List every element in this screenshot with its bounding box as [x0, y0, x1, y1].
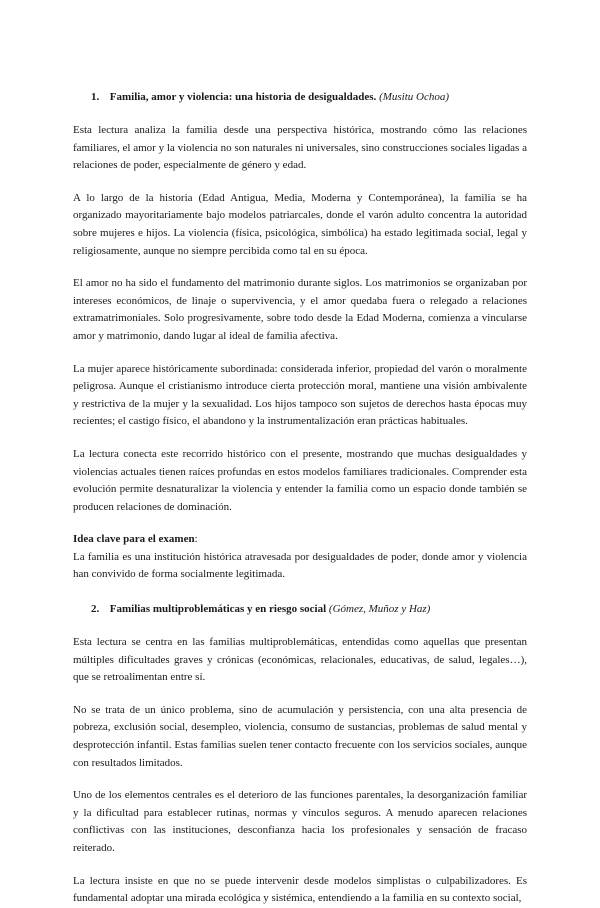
section-2-title: Familias multiproblemáticas y en riesgo social: [109, 603, 327, 616]
section-1-heading: [91, 90, 527, 104]
section-1-paragraph: Esta lectura analiza la familia desde una perspectiva histórica, mostrando cómo las relaciones familiares, el amor y la violencia no son naturales ni universales, sino construcciones sociales ligadas a relaciones de poder, especialmente de género y edad.: [73, 124, 527, 172]
section-2-paragraph: No se trata de un único problema, sino de acumulación y persistencia, con una alta presencia de pobreza, exclusión social, desempleo, violencia, consumo de sustancias, problemas de salud mental y desprotección infantil. Estas familias suelen tener contacto frecuente con los servicios sociales, aunque con resultados limitados.: [73, 703, 527, 769]
section-1-number: 1.: [91, 91, 100, 103]
key-idea-body: La familia es una institución histórica atravesada por desigualdades de poder, donde amor y violencia han convivido de forma socialmente legitimada.: [73, 550, 527, 581]
section-1-author: (Musitu Ochoa): [379, 91, 450, 103]
section-2-paragraph: Uno de los elementos centrales es el deterioro de las funciones parentales, la desorganización familiar y la dificultad para establecer rutinas, normas y vínculos seguros. A menudo aparecen relaciones conflictivas con las instituciones, desconfianza hacia los profesionales y sensación de fracaso reiterado.: [73, 789, 527, 854]
section-1-title: Familia, amor y violencia: una historia de desigualdades.: [109, 91, 377, 103]
section-2-paragraph: Esta lectura se centra en las familias multiproblemáticas, entendidas como aquellas que presentan múltiples dificultades graves y crónicas (económicas, relacionales, educativas, de salud, legales…), que se retroalimentan entre sí.: [73, 636, 527, 684]
key-idea-colon: :: [194, 533, 198, 546]
section-2-number: 2.: [91, 603, 100, 616]
section-1-paragraph: La mujer aparece históricamente subordinada: considerada inferior, propiedad del varón o moralmente peligrosa. Aunque el cristianismo introduce cierta protección moral, mantiene una visión ambivalente y restrictiva de la mujer y la sexualidad. Los hijos tampoco son sujetos de derechos hasta épocas muy recientes; el castigo físico, el abandono y la instrumentalización eran prácticas habituales.: [73, 362, 527, 428]
section-1-paragraph: A lo largo de la historia (Edad Antigua, Media, Moderna y Contemporánea), la familia se ha organizado mayoritariamente bajo modelos patriarcales, donde el varón adulto concentra la autoridad sobre mujeres e hijos. La violencia (física, psicológica, simbólica) ha estado legitimada social, legal y religiosamente, aunque no siempre percibida como tal en su época.: [73, 191, 527, 257]
section-2-paragraph: La lectura insiste en que no se puede intervenir desde modelos simplistas o culpabilizadores. Es fundamental adoptar una mirada ecológica y sistémica, entendiendo a la familia en su contexto social,: [73, 874, 527, 905]
section-2-author: (Gómez, Muñoz y Haz): [328, 603, 431, 616]
key-idea-title: Idea clave para el examen: [73, 533, 195, 546]
key-idea-heading: [73, 531, 527, 549]
section-1-paragraph: La lectura conecta este recorrido histórico con el presente, mostrando que muchas desigualdades y violencias actuales tienen raíces profundas en estos modelos familiares tradicionales. Comprender esta evolución permite desnaturalizar la violencia y entender la familia como un espacio donde también se producen relaciones de dominación.: [73, 447, 527, 513]
section-1-paragraph: El amor no ha sido el fundamento del matrimonio durante siglos. Los matrimonios se organizaban por intereses económicos, de linaje o supervivencia, y el amor quedaba fuera o relegado a relaciones extramatrimoniales. Solo progresivamente, sobre todo desde la Edad Moderna, comienza a vincularse amor y matrimonio, dando lugar al ideal de familia afectiva.: [73, 277, 527, 342]
section-2-heading: [91, 602, 527, 616]
